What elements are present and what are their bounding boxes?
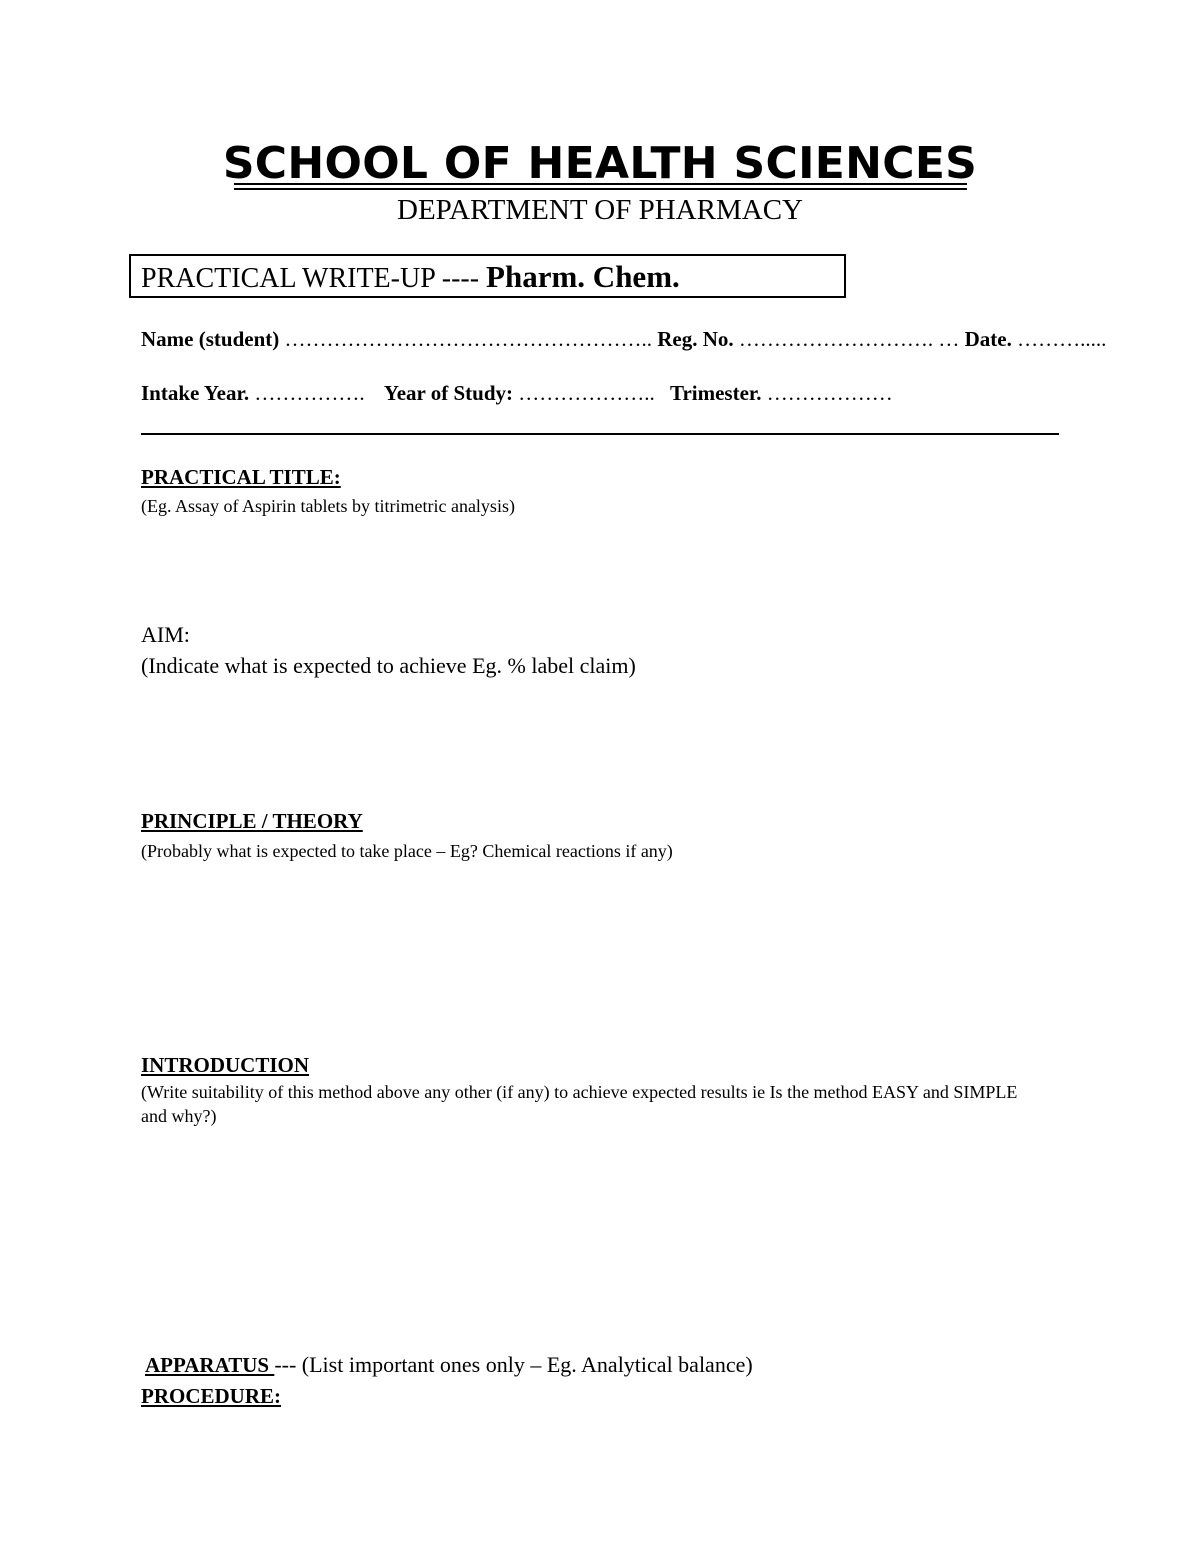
intake-year-field[interactable]: ……………. [249,381,370,405]
introduction-note: (Write suitability of this method above any other (if any) to achieve expected results ie Is the method EASY and SIMPLE and why?) [141,1082,1018,1126]
horizontal-rule [141,433,1059,435]
writeup-label [141,260,680,296]
name-field[interactable]: …………………………………………….. [279,327,658,351]
intake-year-label: Intake Year. [141,381,250,405]
trimester-label: Trimester. [670,381,762,405]
reg-no-label: Reg. No. [657,327,734,351]
principle-note: (Probably what is expected to take place – Eg? Chemical reactions if any) [141,841,673,861]
principle-heading: PRINCIPLE / THEORY [141,809,363,833]
apparatus-line [145,1351,753,1379]
year-of-study-label: Year of Study: [383,381,513,405]
practical-title-heading: PRACTICAL TITLE: [141,465,341,489]
introduction-heading: INTRODUCTION [141,1053,310,1077]
date-field[interactable]: ………..... [1011,327,1107,351]
aim-note: (Indicate what is expected to achieve Eg. % label claim) [141,653,636,678]
apparatus-note: --- (List important ones only – Eg. Analytical balance) [274,1352,753,1377]
date-label: Date. [964,327,1012,351]
school-title: SCHOOL OF HEALTH SCIENCES [222,138,978,189]
practical-title-note: (Eg. Assay of Aspirin tablets by titrimetric analysis) [141,496,515,516]
reg-no-field[interactable]: ………………………. … [733,327,965,351]
writeup-subject: Pharm. Chem. [486,259,680,294]
title-underline [234,183,967,185]
name-label: Name (student) [141,327,280,351]
title-double-underline [234,188,967,190]
apparatus-heading: APPARATUS [145,1353,275,1377]
department-title: DEPARTMENT OF PHARMACY [397,194,803,226]
student-fields-row [141,326,1106,352]
aim-heading: AIM: [141,622,190,647]
procedure-heading: PROCEDURE: [141,1384,281,1408]
year-of-study-field[interactable]: ……………….. [513,381,660,405]
study-fields-row [141,380,893,406]
trimester-field[interactable]: ……………… [761,381,893,405]
writeup-label-text: PRACTICAL WRITE-UP ---- [141,263,487,294]
